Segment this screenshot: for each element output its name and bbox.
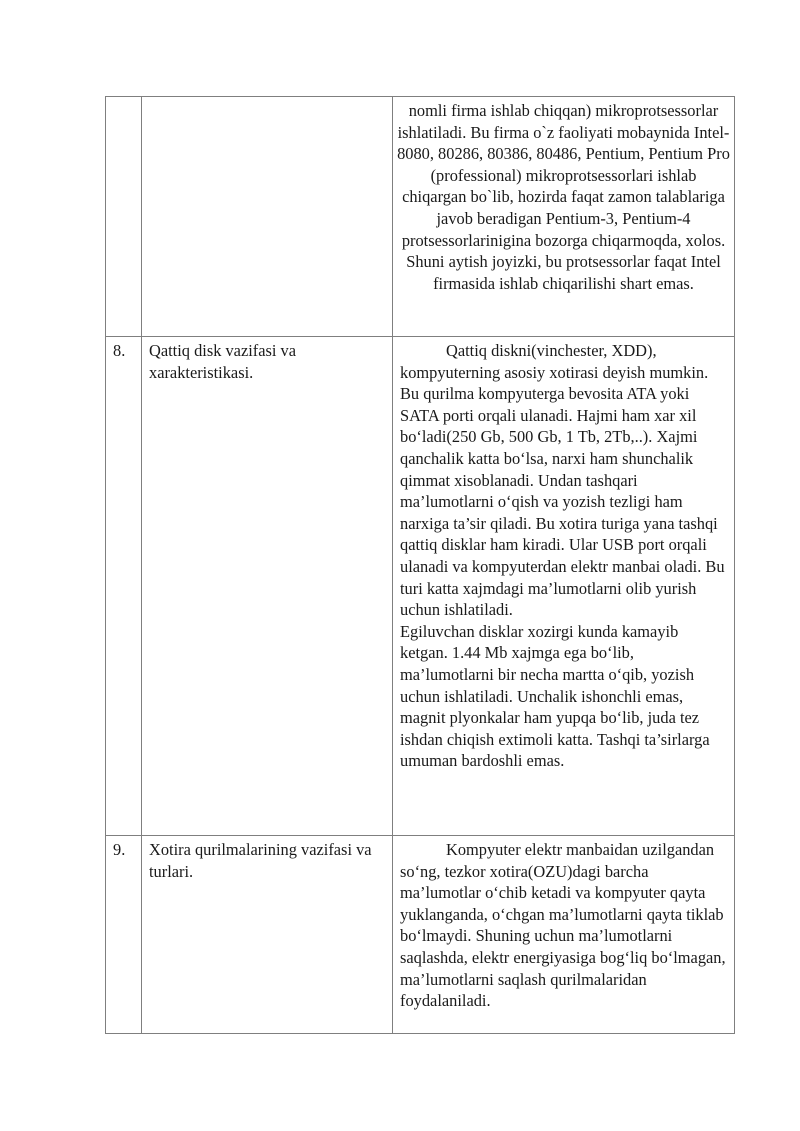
- answer-paragraph: nomli firma ishlab chiqqan) mikroprotsessorlar ishlatiladi. Bu firma o`z faoliyati mobaynida Intel-8080, 80286, 80386, 80486, Pentium, Pentium Pro (professional) mikroprotsessorlari ishlab chiqargan bo`lib, hozirda faqat zamon talablariga javob beradigan Pentium-3, Pentium-4 protsessorlarinigina bozorga chiqarmoqda, xolos. Shuni aytish joyizki, bu protsessorlar faqat Intel firmasida ishlab chiqarilishi shart emas.: [397, 101, 730, 293]
- row-number: [106, 97, 142, 337]
- answer-paragraph: Egiluvchan disklar xozirgi kunda kamayib ketgan. 1.44 Mb xajmga ega bo‘lib, ma’lumotlarni bir necha martta o‘qib, yozish uchun ishlatiladi. Unchalik ishonchli emas, magnit plyonkalar ham yupqa bo‘lib, juda tez ishdan chiqish extimoli katta. Tashqi ta’sirlarga umuman bardoshli emas.: [400, 621, 710, 771]
- row-question: [142, 97, 393, 337]
- row-question: Qattiq disk vazifasi va xarakteristikasi.: [142, 337, 393, 836]
- row-answer: [393, 97, 735, 337]
- qa-table: [105, 96, 735, 1034]
- answer-paragraph: Kompyuter elektr manbaidan uzilgandan so‘ng, tezkor xotira(OZU)dagi barcha ma’lumotlar o‘chib ketadi va kompyuter qayta yuklanganda, o‘chgan ma’lumotlarni qayta tiklab bo‘lmaydi. Shuning uchun ma’lumotlarni saqlashda, elektr energiyasiga bog‘liq bo‘lmagan, ma’lumotlarni saqlash qurilmalaridan foydalaniladi.: [400, 840, 726, 1011]
- row-number: 8.: [106, 337, 142, 836]
- table-row: [106, 337, 735, 836]
- table-row: [106, 97, 735, 337]
- row-answer: [393, 337, 735, 836]
- row-question: Xotira qurilmalarining vazifasi va turlari.: [142, 836, 393, 1034]
- table-row: [106, 836, 735, 1034]
- answer-paragraph: Qattiq diskni(vinchester, XDD), kompyuterning asosiy xotirasi deyish mumkin. Bu qurilma kompyuterga bevosita ATA yoki SATA porti orqali ulanadi. Hajmi ham xar xil bo‘ladi(250 Gb, 500 Gb, 1 Tb, 2Tb,..). Xajmi qanchalik katta bo‘lsa, narxi ham shunchalik qimmat xisoblanadi. Undan tashqari ma’lumotlarni o‘qish va yozish tezligi ham narxiga ta’sir qiladi. Bu xotira turiga yana tashqi qattiq disklar ham kiradi. Ular USB port orqali ulanadi va kompyuterdan elektr manbai oladi. Bu turi katta xajmdagi ma’lumotlarni olib yurish uchun ishlatiladi.: [400, 341, 725, 620]
- row-answer: [393, 836, 735, 1034]
- document-page: [105, 96, 734, 1034]
- row-number: 9.: [106, 836, 142, 1034]
